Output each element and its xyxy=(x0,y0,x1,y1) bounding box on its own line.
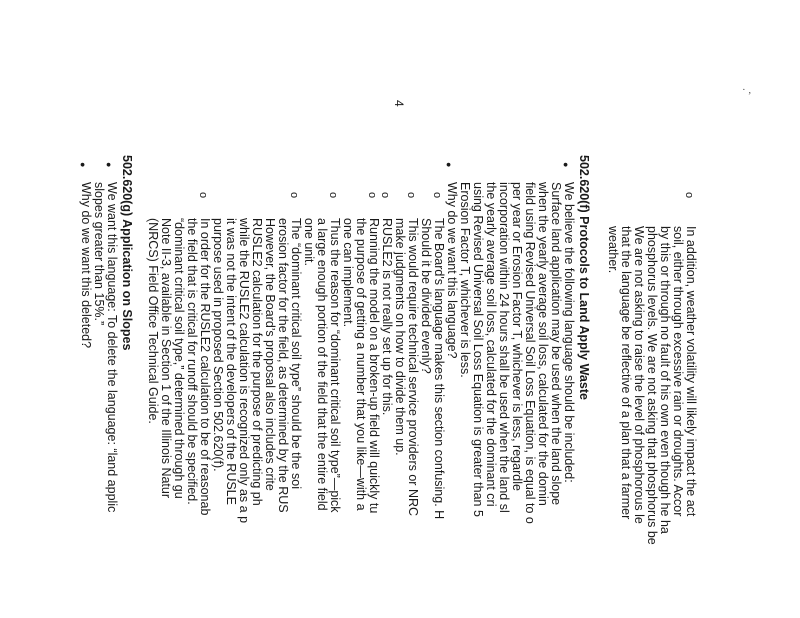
sub-bullet-marker: o xyxy=(197,192,209,199)
text-line: incorporation within 24 hours shall be used when the land sl xyxy=(497,182,511,513)
rotated-document-body xyxy=(46,100,800,618)
text-line: make judgments on how to divide them up. xyxy=(393,218,407,456)
text-line: The “dominant critical soil type” should be the soi xyxy=(289,218,303,489)
section-heading-f: 502.620(f) Protocols to Land Apply Waste xyxy=(577,155,591,400)
text-line: In addition, weather volatility will likely impact the act xyxy=(684,226,698,517)
text-line: phosphorus levels. We are not asking that phosphorus be xyxy=(645,226,659,545)
text-line: purpose used in proposed Section 502.620(f). xyxy=(211,218,225,472)
text-line: The Board's language makes this section confusing. H xyxy=(432,218,446,520)
text-line: weather. xyxy=(606,226,620,274)
text-line: by this or through no fault of his own even though he ha xyxy=(658,226,672,534)
sub-bullet-marker: o xyxy=(683,192,695,199)
text-line: “dominant critical soil type,” determined through gu xyxy=(172,218,186,499)
section-g-bullet-2: Why do we want this deleted? xyxy=(79,182,93,349)
text-line: while the RUSLE2 calculation is recognized only as a p xyxy=(237,218,251,524)
text-line: In order for the RUSLE2 calculation to be of reasonab xyxy=(198,218,212,516)
sub-bullet-marker: o xyxy=(327,192,339,199)
sub-bullet-marker: o xyxy=(379,192,391,199)
stray-marks: · , xyxy=(742,84,752,96)
bullet-marker: ● xyxy=(561,162,571,168)
text-line: using Revised Universal Soil Loss Equation is greater than 5 xyxy=(471,182,485,517)
text-line: the field that is critical for runoff should be specified. xyxy=(185,218,199,505)
text-line: We believe the following language should be included: xyxy=(562,182,576,483)
text-line: a large enough portion of the field that the entire field xyxy=(315,218,329,511)
text-line: the yearly average soil loss, calculated for the dominant cri xyxy=(484,182,498,507)
text-line: one can implement. xyxy=(341,218,355,328)
text-line: However, the Board’s proposal also includes crite xyxy=(263,218,277,491)
page-number: 4 xyxy=(392,100,406,107)
text-line: when the yearly average soil loss, calculated for the domin xyxy=(536,182,550,506)
text-line: RUSLE2 is not really set up for this. xyxy=(380,218,394,416)
sub-bullet-marker: o xyxy=(288,192,300,199)
text-line: Note II-3, available in Section 1 of the Illinois Natur xyxy=(159,218,173,499)
text-line: Thus the reason for “dominant critical soil type”—pick xyxy=(328,218,342,513)
text-line: per year or Erosion Factor T, whichever is less, regardle xyxy=(510,182,524,491)
text-line: that the language be reflective of a plan that a farmer xyxy=(619,226,633,520)
text-line: This would require technical service providers or NRC xyxy=(406,218,420,517)
text-line: Should it be divided evenly? xyxy=(419,218,433,374)
text-line: field using Revised Universal Soil Loss Equation, is equal to o xyxy=(523,182,537,524)
sub-bullet-marker: o xyxy=(405,192,417,199)
text-line: it was not the intent of the developers of the RUSLE xyxy=(224,218,238,505)
section-f-bullet-2: Why do we want this language? xyxy=(445,182,459,359)
text-line: Running the model on a broken-up field will quickly tu xyxy=(367,218,381,514)
text-line: one unit. xyxy=(302,218,316,266)
text-line: (NRCS) Field Office Technical Guide. xyxy=(146,218,160,424)
text-line: RUSLE2 calculation for the purpose of predicting ph xyxy=(250,218,264,506)
section-heading-g: 502.620(g) Application on Slopes xyxy=(120,155,134,351)
text-line: Erosion Factor T, whichever is less. xyxy=(458,182,472,378)
text-line: We want this language: To delete the language: “land applic xyxy=(105,182,119,513)
text-line: erosion factor for the field, as determined by the RUS xyxy=(276,218,290,513)
bullet-marker: ● xyxy=(78,162,88,168)
text-line: Surface land application may be used when the land slope xyxy=(549,182,563,506)
text-line: slopes greater than 15%.” xyxy=(92,182,106,326)
text-line: the purpose of getting a number that you like—with a xyxy=(354,218,368,511)
bullet-marker: ● xyxy=(444,162,454,168)
sub-bullet-marker: o xyxy=(431,192,443,199)
text-line: soil, either through excessive rain or droughts. Accor xyxy=(671,226,685,517)
text-line: We are not asking to raise the level of phosphorous le xyxy=(632,226,646,524)
sub-bullet-marker: o xyxy=(366,192,378,199)
bullet-marker: ● xyxy=(104,162,114,168)
